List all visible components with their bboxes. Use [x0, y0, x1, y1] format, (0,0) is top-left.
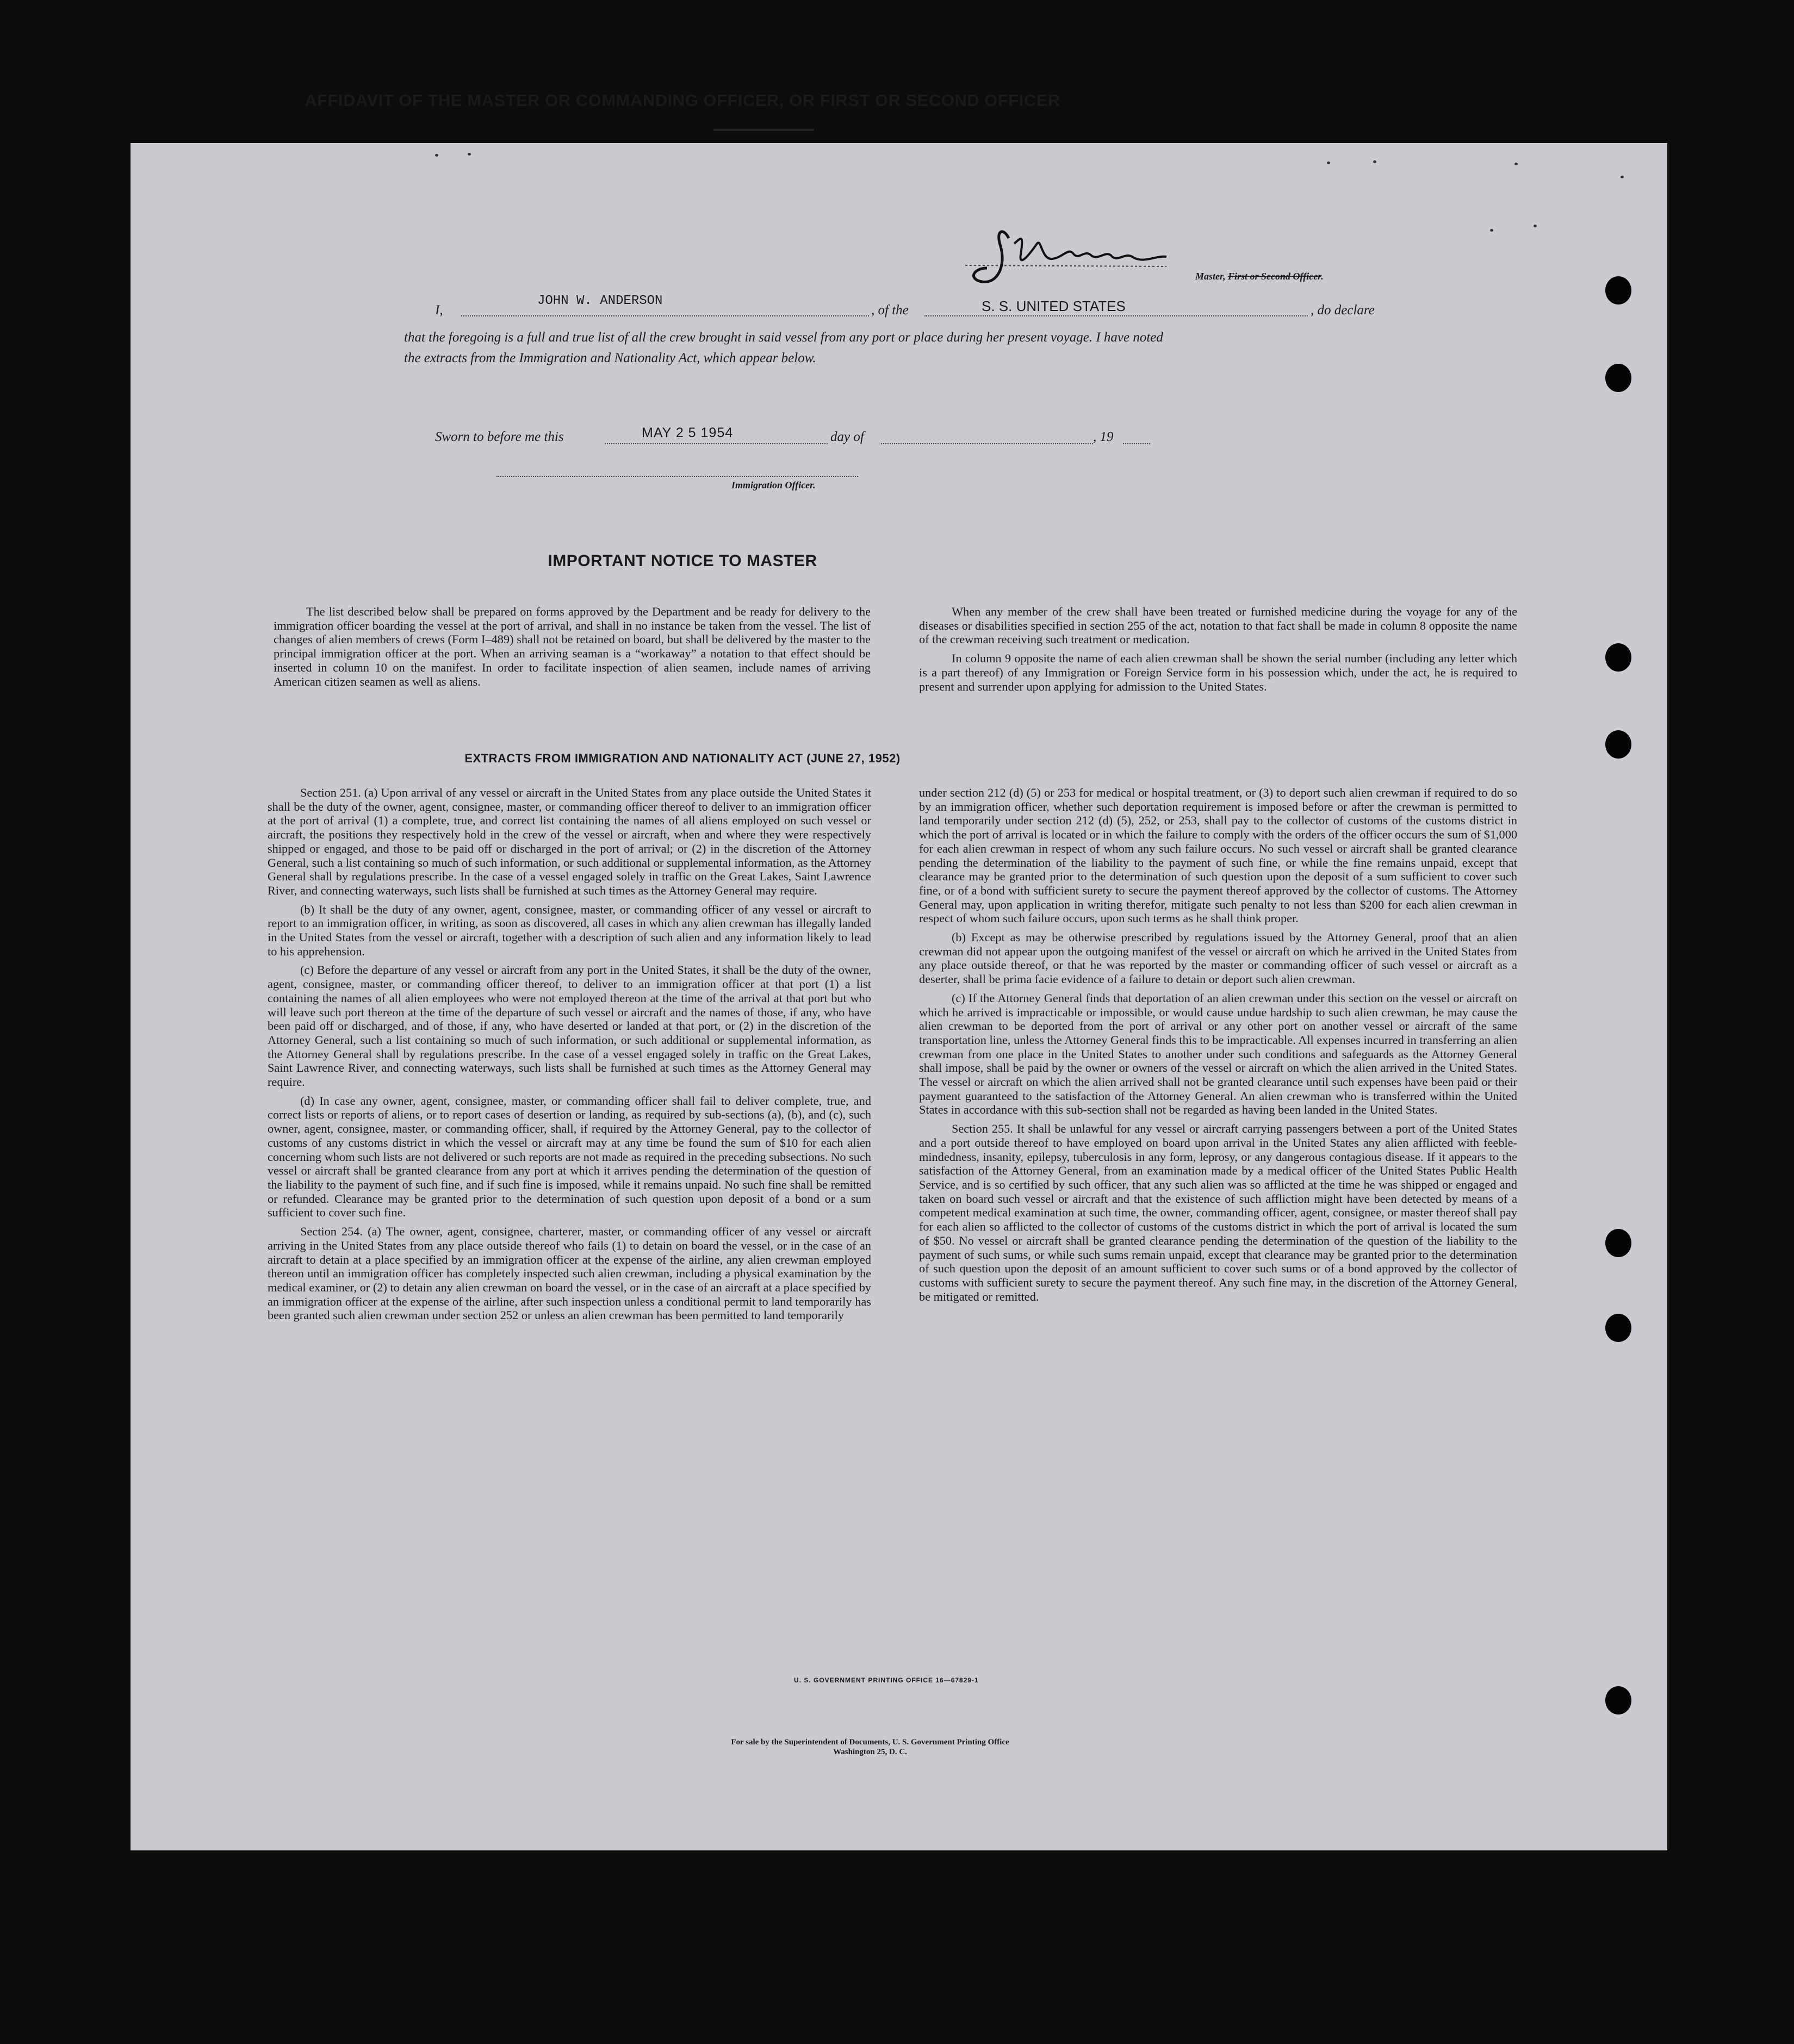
affidavit-title: AFFIDAVIT OF THE MASTER OR COMMANDING OFFICER, OR FIRST OR SECOND OFFICER	[305, 91, 1060, 110]
notice-right-paragraph-1: When any member of the crew shall have been treated or furnished medicine during the voyage for any of the diseases or disabilities specified in section 255 of the act, notation to that fact shall be made in column 8 opposite the name of the crewman receiving such treatment or medication.	[919, 605, 1517, 647]
caption-master: Master,	[1195, 271, 1228, 282]
speck	[1373, 160, 1376, 163]
do-declare-label: , do declare	[1311, 303, 1375, 318]
signature-caption	[1195, 271, 1324, 282]
punch-hole	[1605, 643, 1631, 672]
notice-right-column	[919, 605, 1517, 698]
speck	[1534, 225, 1537, 227]
title-rule	[713, 129, 814, 131]
year-label: , 19	[1093, 430, 1114, 444]
extracts-title: EXTRACTS FROM IMMIGRATION AND NATIONALITY ACT (JUNE 27, 1952)	[464, 751, 901, 765]
punch-hole	[1605, 1686, 1631, 1714]
punch-hole	[1605, 364, 1631, 392]
declaration-line2: the extracts from the Immigration and Nationality Act, which appear below.	[404, 351, 816, 365]
month-line	[881, 443, 1093, 444]
day-of-label: day of	[830, 430, 864, 444]
punch-hole	[1605, 276, 1631, 305]
year-line	[1123, 443, 1150, 444]
name-line	[461, 315, 869, 316]
sworn-date-field[interactable]: MAY 2 5 1954	[642, 425, 734, 440]
extracts-left-column	[268, 786, 871, 1327]
notice-right-paragraph-2: In column 9 opposite the name of each alien crewman shall be shown the serial number (including any letter which is a part thereof) of any Immigration or Foreign Service form in his possession which, under the act, he is required to present and surrender upon applying for admission to the United States.	[919, 651, 1517, 693]
i-label: I,	[435, 303, 443, 318]
caption-end: .	[1321, 271, 1324, 282]
sale-line-2: Washington 25, D. C.	[833, 1748, 907, 1756]
vessel-name-field[interactable]: S. S. UNITED STATES	[982, 298, 1126, 314]
immigration-officer-label: Immigration Officer.	[731, 480, 816, 490]
section-254a-continued: under section 212 (d) (5) or 253 for medical or hospital treatment, or (3) to deport such alien crewman if required to do so by an immigration officer, whether such deportation requirement is imposed before or after the crewman is permitted to land temporarily under section 212 (d) (5), 252, or 253, shall pay to the collector of customs of the customs district in which the port of arrival is located or in which the failure to comply with the orders of the officer occurs the sum of $1,000 for each alien crewman in respect of whom any such failure occurs. No such vessel or aircraft shall be granted clearance pending the determination of the liability to the payment of such fine, or while the fine remains unpaid, except that clearance may be granted prior to the determination of such question upon the deposit of a sum sufficient to cover such fine, or of a bond with sufficient surety to secure the payment thereof approved by the collector of customs. The Attorney General may, upon application in writing therefor, mitigate such penalty to not less than $200 for each alien crewman in respect of whom such failure occurs, upon such terms as he shall think proper.	[919, 786, 1517, 925]
officer-line	[496, 476, 858, 477]
master-name-field[interactable]: JOHN W. ANDERSON	[537, 294, 663, 308]
section-254c: (c) If the Attorney General finds that deportation of an alien crewman under this section on the vessel or aircraft on which he arrived is impracticable or impossible, or would cause undue hardship to such alien crewman, he may cause the alien crewman to be deported from the port of arrival or any other port on another vessel or aircraft of the same transportation line, unless the Attorney General finds this to be impracticable. All expenses incurred in transferring an alien crewman from one place in the United States to another under such conditions and safeguards as the Attorney General shall impose, shall be paid by the owner or owners of the vessel or aircraft on which the alien arrived in the United States. The vessel or aircraft on which the alien arrived shall not be granted clearance until such expenses have been paid or their payment guaranteed to the satisfaction of the Attorney General. An alien crewman who is transferred within the United States in accordance with this sub-section shall not be regarded as having been landed in the United States.	[919, 991, 1517, 1117]
section-255: Section 255. It shall be unlawful for any vessel or aircraft carrying passengers between a port of the United States and a port outside thereof to have employed on board upon arrival in the United States any alien afflicted with feeble-mindedness, insanity, epilepsy, tuberculosis in any form, leprosy, or any dangerous contagious disease. If it appears to the satisfaction of the Attorney General, from an examination made by a medical officer of the United States Public Health Service, and is so certified by such officer, that any such alien was so afflicted at the time he was shipped or engaged and taken on board such vessel or aircraft and that the existence of such affliction might have been detected by means of a competent medical examination at such time, the owner, commanding officer, agent, consignee, or master thereof shall pay for each alien so afflicted to the collector of customs of the customs district in which the port of arrival is located the sum of $50. No vessel or aircraft shall be granted clearance pending the determination of the question of the liability to the payment of such sums, or while such sums remain unpaid, except that clearance may be granted prior to the determination of such question upon the deposit of an amount sufficient to cover such sums or of a bond approved by the collector of customs with sufficient surety to secure the payment thereof. Any such fine may, in the discretion of the Attorney General, be mitigated or remitted.	[919, 1122, 1517, 1303]
notice-left-column	[274, 605, 871, 693]
notice-left-paragraph: The list described below shall be prepared on forms approved by the Department and be ready for delivery to the immigration officer boarding the vessel at the port of arrival, and shall in no instance be taken from the vessel. The list of changes of alien members of crews (Form I–489) shall not be retained on board, but shall be delivered by the master to the principal immigration officer at the port. When an arriving seaman is a “workaway” a notation to that effect should be inserted in column 10 on the manifest. In order to facilitate inspection of alien seamen, include names of arriving American citizen seamen as well as aliens.	[274, 605, 871, 688]
caption-struck: First or Second Officer	[1228, 271, 1321, 282]
sale-notice	[598, 1737, 1142, 1757]
sworn-label: Sworn to before me this	[435, 430, 564, 444]
speck	[1514, 163, 1518, 165]
speck	[468, 153, 471, 156]
section-254a: Section 254. (a) The owner, agent, consignee, charterer, master, or commanding officer of any vessel or aircraft arriving in the United States from any place outside thereof who fails (1) to detain on board the vessel, or in the case of an aircraft to detain at a place specified by an immigration officer at the expense of the airline, any alien crewman employed thereon until an immigration officer has completely inspected such alien crewman, including a physical examination by the medical examiner, or (2) to detain any alien crewman on board the vessel, or in the case of an aircraft at a place specified by an immigration officer at the expense of the airline, after such inspection unless a conditional permit to land temporarily has been granted such alien crewman under section 252 or unless an alien crewman has been permitted to land temporarily	[268, 1225, 871, 1322]
declaration-line1: that the foregoing is a full and true list of all the crew brought in said vessel from any port or place during her present voyage. I have noted	[404, 330, 1163, 345]
section-251b: (b) It shall be the duty of any owner, agent, consignee, master, or commanding officer of any vessel or aircraft to report to an immigration officer, in writing, as soon as discovered, all cases in which any alien crewman has illegally landed in the United States from the vessel or aircraft, together with a description of such alien and any information likely to lead to his apprehension.	[268, 902, 871, 958]
master-signature	[878, 216, 1210, 287]
punch-hole	[1605, 1314, 1631, 1342]
sworn-date-line	[605, 443, 828, 444]
section-251c: (c) Before the departure of any vessel or aircraft from any port in the United States, it shall be the duty of the owner, agent, consignee, master, or commanding officer thereof, to deliver to an immigration officer at that port (1) a list containing the names of all alien employees who were not employed thereon at the time of the arrival at that port but who will leave such port thereon at the time of the departure of such vessel or aircraft and the names of those, if any, who have been paid off or discharged, and of those, if any, who have deserted or landed at that port, or (2) in the discretion of the Attorney General, such a list containing so much of such information, or such additional or supplemental information, as the Attorney General shall by regulations prescribe. In the case of a vessel engaged solely in traffic on the Great Lakes, Saint Lawrence River, and connecting waterways, such lists shall be furnished at such times as the Attorney General may require.	[268, 963, 871, 1089]
speck	[1327, 161, 1330, 164]
punch-hole	[1605, 1229, 1631, 1257]
sale-line-1: For sale by the Superintendent of Documents, U. S. Government Printing Office	[731, 1738, 1009, 1747]
section-251d: (d) In case any owner, agent, consignee, master, or commanding officer shall fail to deliver complete, true, and correct lists or reports of aliens, or to report cases of desertion or landing, as required by sub-sections (a), (b), and (c), such owner, agent, consignee, master, or commanding officer, shall, if required by the Attorney General, pay to the collector of customs of any customs district in which the vessel or aircraft may at any time be found the sum of $10 for each alien concerning whom such lists are not delivered or such reports are not made as required in the preceding subsections. No such vessel or aircraft shall be granted clearance from any port at which it arrives pending the determination of the question of the liability to the payment of such fine, and if such fine is imposed, while it remains unpaid. No such fine shall be remitted or refunded. Clearance may be granted prior to the determination of such question upon deposit of a bond or a sum sufficient to cover such fine.	[268, 1094, 871, 1220]
section-251a: Section 251. (a) Upon arrival of any vessel or aircraft in the United States from any place outside the United States it shall be the duty of the owner, agent, consignee, master, or commanding officer thereof to deliver to an immigration officer at the port of arrival (1) a complete, true, and correct list containing the names of all aliens employed on such vessel or aircraft, the positions they respectively hold in the crew of the vessel or aircraft, when and where they were respectively shipped or engaged, and those to be paid off or discharged in the port of arrival; or (2) in the discretion of the Attorney General, such a list containing so much of such information, or such additional or supplemental information, as the Attorney General shall by regulations prescribe. In the case of a vessel engaged solely in traffic on the Great Lakes, Saint Lawrence River, and connecting waterways, such lists shall be furnished at such times as the Attorney General may require.	[268, 786, 871, 897]
printing-office-code: U. S. GOVERNMENT PRINTING OFFICE 16—67829-1	[794, 1676, 979, 1684]
vessel-line	[924, 315, 1308, 316]
extracts-right-column	[919, 786, 1517, 1308]
of-the-label: , of the	[871, 303, 909, 318]
speck	[1621, 176, 1624, 178]
speck	[435, 154, 438, 157]
speck	[1490, 229, 1493, 232]
punch-hole	[1605, 730, 1631, 759]
notice-title: IMPORTANT NOTICE TO MASTER	[548, 552, 817, 570]
section-254b: (b) Except as may be otherwise prescribed by regulations issued by the Attorney General, proof that an alien crewman did not appear upon the outgoing manifest of the vessel or aircraft on which he arrived in the United States from any place outside thereof, or that he was reported by the master or commanding officer of such vessel or aircraft as a deserter, shall be prima facie evidence of a failure to detain or deport such alien crewman.	[919, 930, 1517, 986]
